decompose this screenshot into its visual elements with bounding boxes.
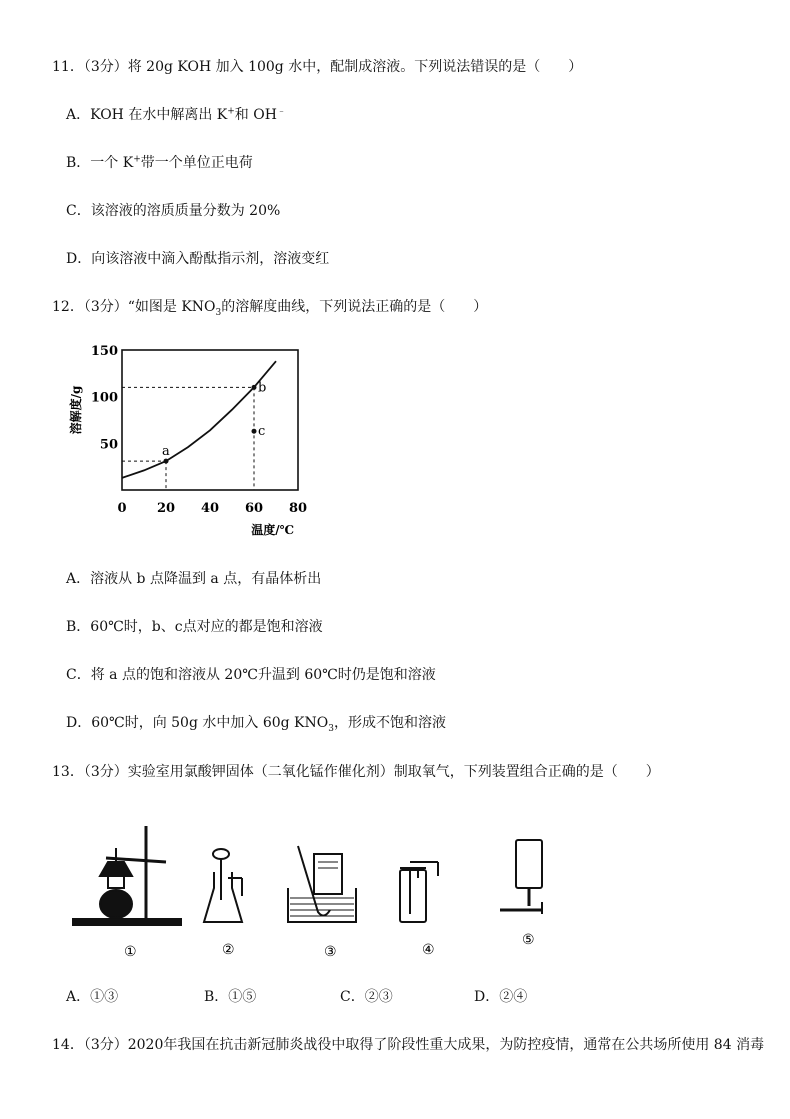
q13-stem: 13．（3分）实验室用氯酸钾固体（二氧化锰作催化剂）制取氧气，下列装置组合正确的是（ ）	[52, 764, 660, 780]
apparatus-2-conical-flask	[204, 849, 242, 922]
q12-d-pre: D．60℃时，向 50g 水中加入 60g KNO	[66, 715, 329, 731]
point-label-b: b	[258, 380, 267, 396]
q11-option-d: D．向该溶液中滴入酚酞指示剂，溶液变红	[66, 251, 330, 267]
chart-points	[164, 385, 257, 464]
q11-a-sup1: +	[227, 106, 235, 117]
q11-b-sup1: +	[133, 154, 141, 165]
q11-option-c: C．该溶液的溶质质量分数为 20%	[66, 203, 281, 219]
q11-stem: 11．（3分）将 20g KOH 加入 100g 水中，配制成溶液。下列说法错误的是（ ）	[52, 59, 583, 75]
apparatus-label-5: ⑤	[522, 932, 535, 948]
q12-d-sub: 3	[328, 723, 334, 734]
apparatus-3-water-trough	[288, 846, 356, 922]
q11-option-b	[66, 154, 253, 172]
chart-guide-lines	[122, 387, 254, 490]
q12-stem-post: 的溶解度曲线，下列说法正确的是（ ）	[221, 299, 488, 315]
q12-option-c: C．将 a 点的饱和溶液从 20℃升温到 60℃时仍是饱和溶液	[66, 667, 436, 683]
q12-d-post: ，形成不饱和溶液	[333, 715, 446, 731]
q12-option-a: A．溶液从 b 点降温到 a 点，有晶体析出	[66, 571, 322, 587]
q13-option-a: A．①③	[66, 989, 119, 1005]
x-tick-label-4: 80	[288, 501, 308, 516]
x-tick-label-3: 60	[244, 501, 264, 516]
q11-a-mid: 和 OH	[234, 107, 277, 123]
x-tick-label-0: 0	[117, 501, 127, 516]
y-axis-label: 溶解度/g	[69, 385, 83, 435]
solubility-chart	[60, 338, 330, 548]
apparatus-label-3: ③	[324, 944, 337, 960]
apparatus-label-1: ①	[124, 944, 137, 960]
apparatus-label-4: ④	[422, 942, 435, 958]
point-b	[252, 385, 257, 390]
apparatus-1-heating-setup	[72, 826, 182, 926]
x-tick-label-2: 40	[200, 501, 220, 516]
q12-stem	[52, 298, 487, 316]
q13-option-b: B．①⑤	[204, 989, 257, 1005]
q11-option-a	[66, 106, 286, 124]
q11-a-pre: A．KOH 在水中解离出 K	[66, 107, 228, 123]
q14-stem: 14．（3分）2020年我国在抗击新冠肺炎战役中取得了阶段性重大成果，为防控疫情，通常在公共场所使用 84 消毒	[52, 1037, 765, 1053]
apparatus-label-2: ②	[222, 942, 235, 958]
q12-option-d	[66, 714, 446, 732]
q11-b-pre: B．一个 K	[66, 155, 134, 171]
q11-a-sup2: ﹣	[276, 106, 286, 117]
point-label-c: c	[258, 424, 266, 440]
q12-option-b: B．60℃时，b、c点对应的都是饱和溶液	[66, 619, 323, 635]
apparatus-5-inverted-bottle	[500, 840, 542, 914]
point-label-a: a	[162, 444, 170, 460]
q13-option-d: D．②④	[474, 989, 528, 1005]
y-tick-label-0: 50	[99, 437, 118, 453]
q12-stem-pre: 12．（3分）“如图是 KNO	[52, 299, 216, 315]
q13-option-c: C．②③	[340, 989, 393, 1005]
y-tick-label-2: 150	[90, 344, 118, 359]
chart-labels	[68, 344, 307, 537]
solubility-curve	[122, 361, 276, 478]
point-a	[164, 459, 169, 464]
chart-series	[122, 361, 276, 478]
y-tick-label-1: 100	[90, 390, 118, 406]
x-axis-label: 温度/℃	[251, 523, 294, 537]
q12-stem-sub: 3	[215, 307, 222, 318]
lab-apparatus-figure	[66, 818, 566, 968]
apparatus-4-gas-bottle	[400, 862, 438, 922]
x-tick-label-1: 20	[156, 501, 176, 516]
q11-b-post: 带一个单位正电荷	[140, 155, 253, 171]
point-c	[252, 429, 257, 434]
